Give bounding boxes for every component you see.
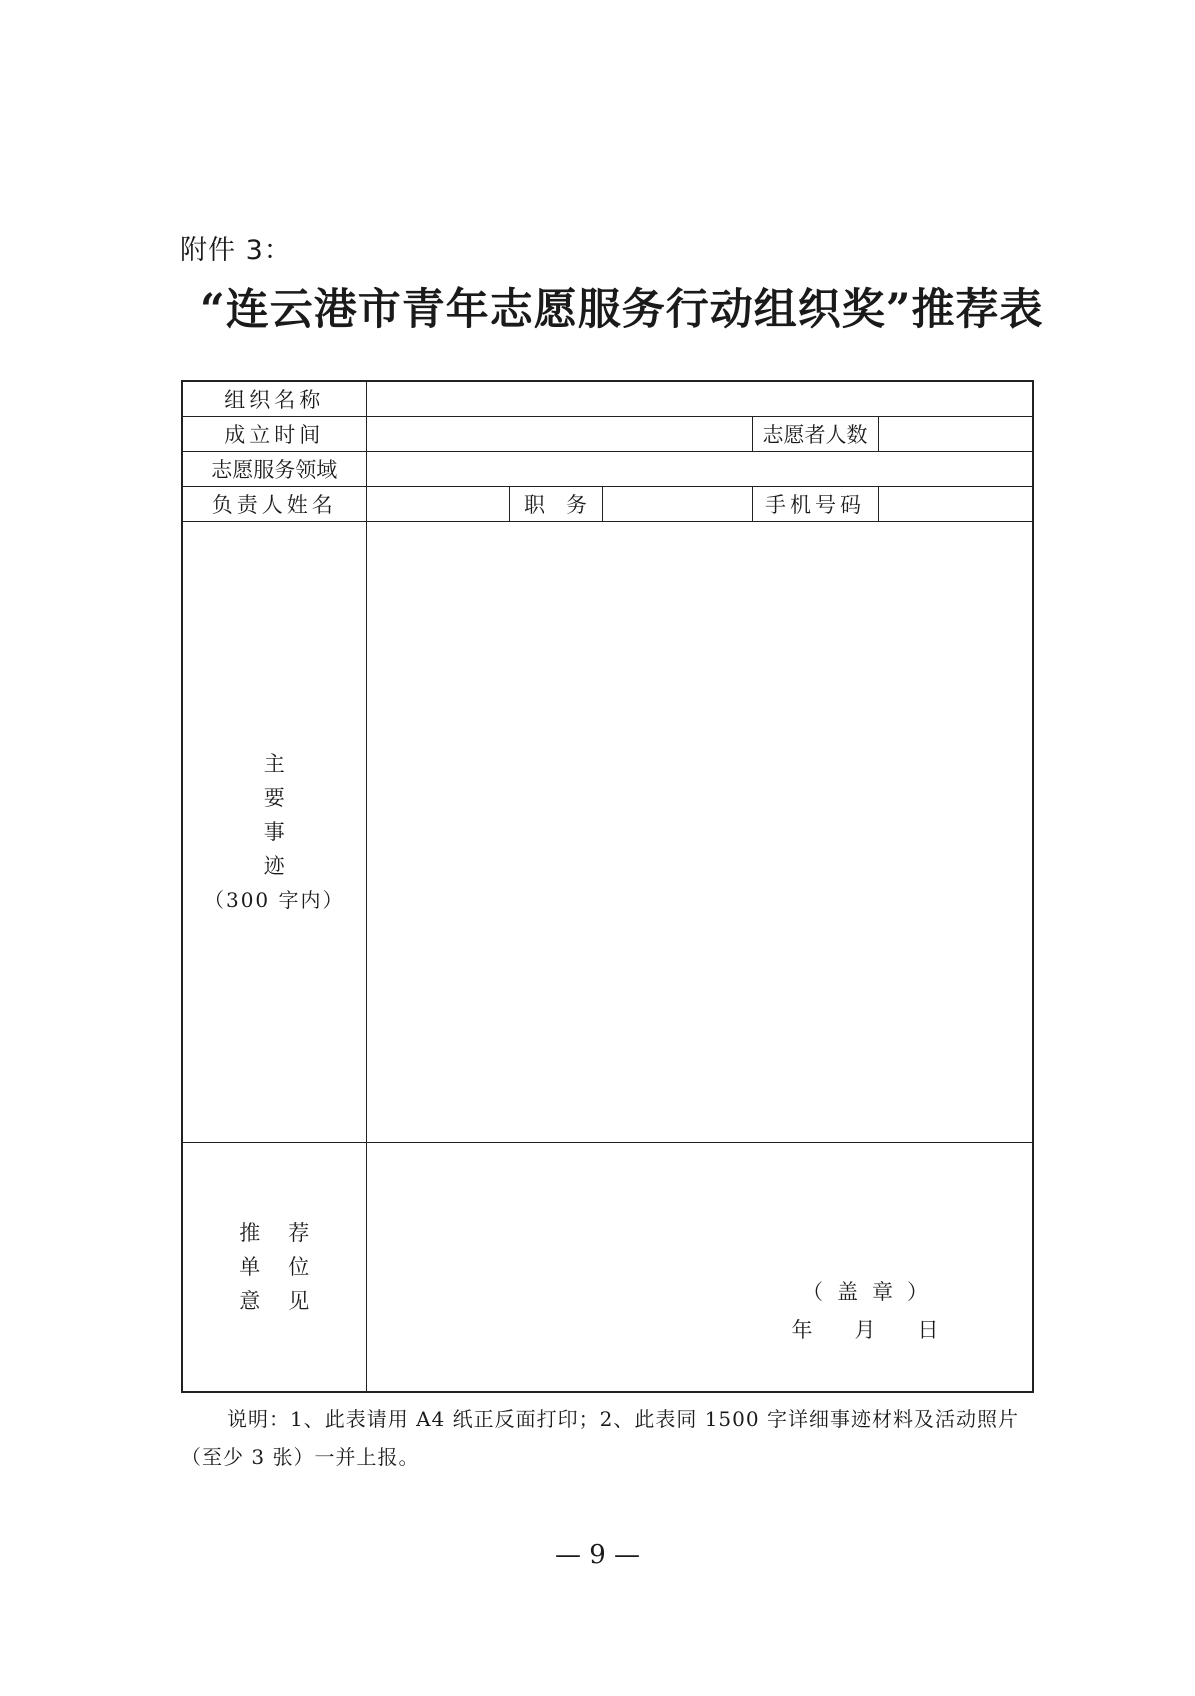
position-label: 职 务 — [509, 487, 602, 522]
stamp-block — [788, 1273, 942, 1349]
leader-row — [182, 487, 1033, 522]
date-line — [788, 1311, 942, 1349]
stamp-label: （盖章） — [802, 1280, 943, 1304]
leader-name-label: 负责人姓名 — [182, 487, 366, 522]
recommend-opinion-field[interactable] — [366, 1143, 1033, 1393]
page-title: “连云港市青年志愿服务行动组织奖”推荐表 — [200, 285, 1044, 335]
founded-label: 成立时间 — [182, 417, 366, 452]
main-deeds-row — [182, 522, 1033, 1143]
org-name-label: 组织名称 — [182, 381, 366, 417]
date-day: 日 — [917, 1318, 939, 1342]
recommend-label-line: 意见 — [239, 1289, 338, 1313]
service-field-row — [182, 452, 1033, 487]
founded-field[interactable] — [366, 417, 752, 452]
leader-name-field[interactable] — [366, 487, 509, 522]
org-name-row — [182, 381, 1033, 417]
position-field[interactable] — [602, 487, 752, 522]
main-deeds-field[interactable] — [366, 522, 1033, 1143]
phone-field[interactable] — [878, 487, 1033, 522]
date-year: 年 — [791, 1318, 813, 1342]
main-deeds-note: （300 字内） — [203, 888, 345, 912]
page-number: — 9 — — [554, 1540, 641, 1570]
main-deeds-char: 事 — [263, 820, 285, 844]
service-field-field[interactable] — [366, 452, 1033, 487]
recommend-label-line: 推荐 — [239, 1221, 338, 1245]
main-deeds-char: 要 — [263, 786, 285, 810]
org-name-field[interactable] — [366, 381, 1033, 417]
recommendation-form-table — [181, 380, 1034, 1393]
phone-label: 手机号码 — [752, 487, 878, 522]
main-deeds-char: 迹 — [263, 854, 285, 878]
attachment-label: 附件 3： — [180, 235, 292, 266]
recommend-label-line: 单位 — [239, 1255, 338, 1279]
recommend-row — [182, 1143, 1033, 1393]
main-deeds-char: 主 — [263, 752, 285, 776]
volunteer-count-field[interactable] — [878, 417, 1033, 452]
recommend-label-cell — [182, 1143, 366, 1393]
date-month: 月 — [854, 1318, 876, 1342]
service-field-label: 志愿服务领域 — [182, 452, 366, 487]
footnote: 说明：1、此表请用 A4 纸正反面打印；2、此表同 1500 字详细事迹材料及活动照片（至少 3 张）一并上报。 — [181, 1407, 1019, 1469]
founded-row — [182, 417, 1033, 452]
volunteer-count-label: 志愿者人数 — [752, 417, 878, 452]
main-deeds-label-cell — [182, 522, 366, 1143]
